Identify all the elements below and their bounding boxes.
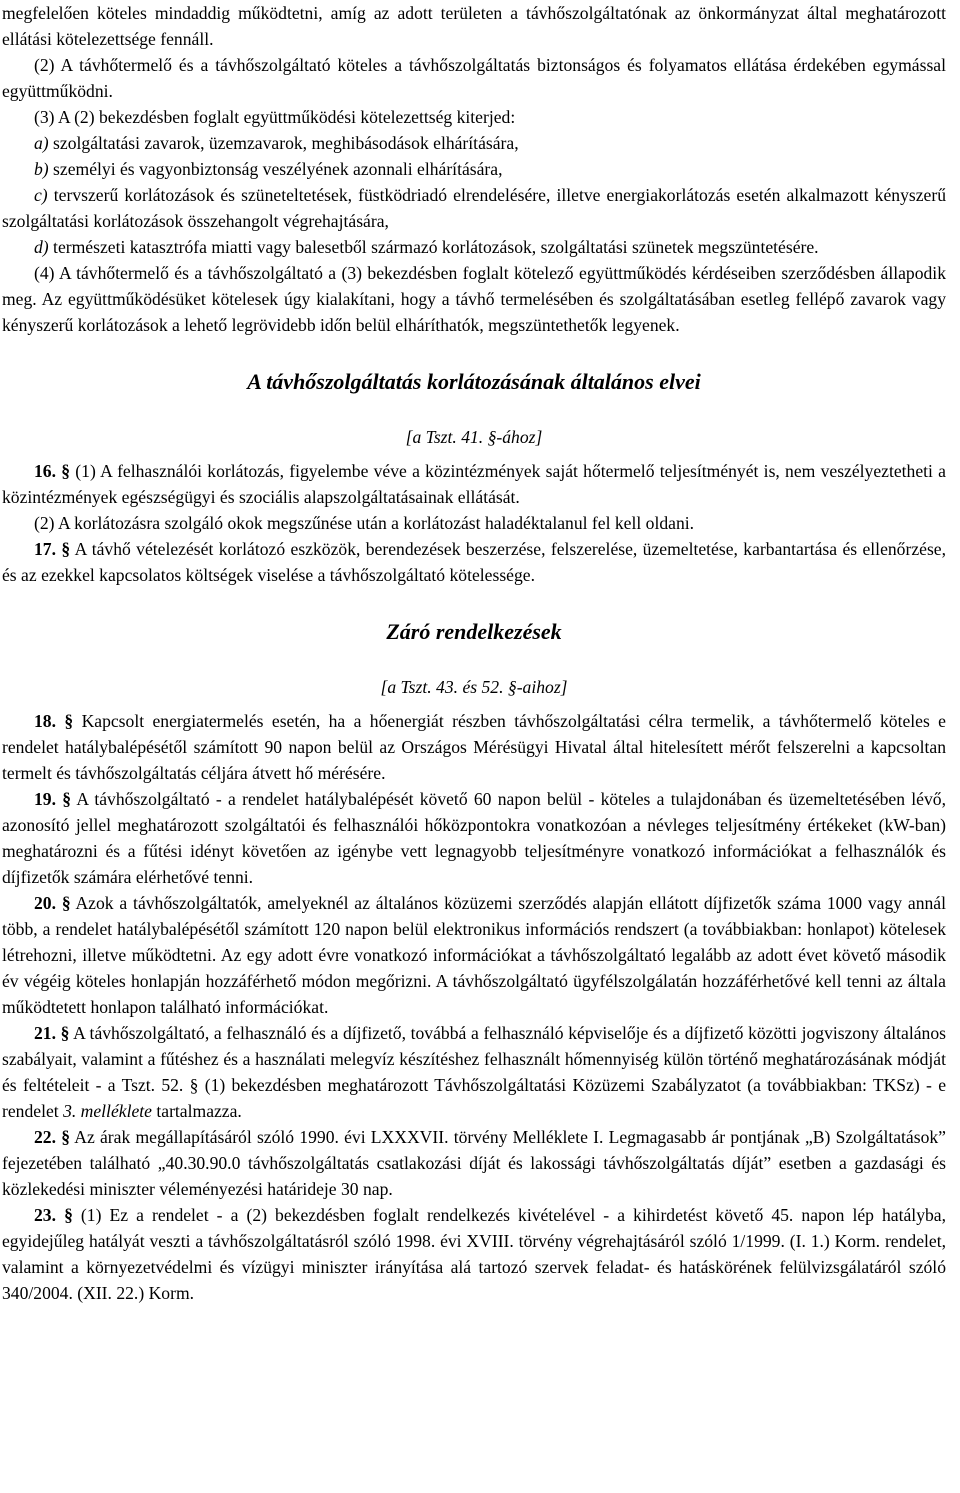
legal-reference: [a Tszt. 41. §-ához]: [405, 427, 543, 447]
section-text: Az árak megállapításáról szóló 1990. évi LXXXVII. törvény Melléklete I. Legmagasabb ár pontjának „B) Szolgáltatások” fejezetében található „40.30.90.0 távhőszolgáltatás csatlakozási díját és lakossági távhőszolgáltatás díját” esetben a gazdasági és közlekedési miniszter véleményezési határideje 30 nap.: [2, 1127, 946, 1199]
section-19: [2, 786, 946, 890]
list-marker: a): [34, 133, 49, 153]
section-text: (1) A felhasználói korlátozás, figyelembe véve a közintézmények saját hőtermelő teljesítményét is, nem veszélyeztetheti a közintézmények egészségügyi és szociális alapszolgáltatásainak ellátását.: [2, 461, 946, 507]
list-text: szolgáltatási zavarok, üzemzavarok, meghibásodások elhárítására,: [48, 133, 519, 153]
section-text: Azok a távhőszolgáltatók, amelyeknél az általános közüzemi szerződés alapján ellátott díjfizetők száma 1000 vagy annál több, a rendelet hatálybalépésétől számított 120 napon belül elektronikus információs rendszert (a továbbiakban: honlapot) kötelesek létrehozni, illetve működtetni. Az egy adott évre vonatkozó információkat a távhőszolgáltató legalább az adott évet követő második év végéig köteles honlapján hozzáférhető módon megőrizni. A távhőszolgáltató ügyfélszolgálatán hozzáférhetővé kell tenni az általa működtetett honlapon található információkat.: [2, 893, 946, 1017]
paragraph-symbol: §: [64, 1205, 73, 1225]
section-number: 21.: [34, 1023, 56, 1043]
section-16-2: [2, 510, 946, 536]
section-text-end: tartalmazza.: [151, 1101, 242, 1121]
section-text: Kapcsolt energiatermelés esetén, ha a hőenergiát részben távhőszolgáltatási célra termelik, a távhőtermelő köteles e rendelet hatálybalépésétől számított 90 napon belül az Országos Mérésügyi Hivatal által hitelesített mérőt felszerelni a kapcsoltan termelt és távhőszolgáltatás céljára átvett hő mérésére.: [2, 711, 946, 783]
section-20: [2, 890, 946, 1020]
list-marker: c): [34, 185, 48, 205]
section-number: 22.: [34, 1127, 56, 1147]
annex-reference: 3. melléklete: [63, 1101, 152, 1121]
paragraph-continuation: megfelelően köteles mindaddig működtetni, amíg az adott területen a távhőszolgáltatónak az önkormányzat által meghatározott ellátási kötelezettsége fennáll.: [2, 3, 946, 49]
list-text: személyi és vagyonbiztonság veszélyének azonnali elhárítására,: [48, 159, 503, 179]
paragraph-3: (3) A (2) bekezdésben foglalt együttműködési kötelezettség kiterjed:: [34, 107, 516, 127]
list-text: tervszerű korlátozások és szüneteltetések, füstködriadó elrendelésére, illetve energiakorlátozás esetén alkalmazott kényszerű szolgáltatási korlátozások összehangolt végrehajtására,: [2, 185, 946, 231]
section-heading-restrictions: A távhőszolgáltatás korlátozásának általános elvei: [247, 369, 701, 394]
section-heading-closing: Záró rendelkezések: [386, 619, 562, 644]
section-text: (2) A korlátozásra szolgáló okok megszűnése után a korlátozást haladéktalanul fel kell oldani.: [34, 513, 695, 533]
section-number: 17.: [34, 539, 56, 559]
paragraph-symbol: §: [61, 461, 71, 481]
section-number: 16.: [34, 461, 56, 481]
paragraph-2: (2) A távhőtermelő és a távhőszolgáltató köteles a távhőszolgáltatás biztonságos és folyamatos ellátása érdekében egymással együttműködni.: [2, 55, 946, 101]
list-marker: d): [34, 237, 49, 257]
paragraph-symbol: §: [61, 539, 71, 559]
paragraph-symbol: §: [60, 1023, 70, 1043]
section-text: A távhőszolgáltató - a rendelet hatálybalépését követő 60 napon belül - köteles a tulajdonában és üzemeltetésében lévő, azonosító jellel meghatározott szolgáltatói és felhasználói hőközpontokra vonatkozóan a névleges teljesítmény értékeket (kW-ban) meghatározni és a fűtési idényt követően az igénybe vett legnagyobb teljesítményre vonatkozó információkat a felhasználók és díjfizetők számára elérhetővé tenni.: [2, 789, 946, 887]
list-item-b: [2, 156, 946, 182]
section-text: A távhőszolgáltató, a felhasználó és a díjfizető, továbbá a felhasználó képviselője és a díjfizető közötti jogviszony általános szabályait, valamint a fűtéshez és a használati melegvíz készítéshez felhasznált hőmennyiség külön történő meghatározásának módját és feltételeit - a Tszt. 52. § (1) bekezdésben meghatározott Távhőszolgáltatási Közüzemi Szabályzatot (a továbbiakban: TKSz) - e rendelet: [2, 1023, 947, 1121]
list-item-c: [2, 182, 946, 234]
list-item-d: [2, 234, 946, 260]
section-17: [2, 536, 946, 588]
section-22: [2, 1124, 946, 1202]
section-21: [2, 1020, 946, 1124]
section-number: 23.: [34, 1205, 56, 1225]
list-text: természeti katasztrófa miatti vagy balesetből származó korlátozások, szolgáltatási szünetek megszüntetésére.: [48, 237, 819, 257]
section-18: [2, 708, 946, 786]
section-text: (1) Ez a rendelet - a (2) bekezdésben foglalt rendelkezés kivételével - a kihirdetést követő 45. napon lép hatályba, egyidejűleg hatályát veszti a távhőszolgáltatásról szóló 1998. évi XVIII. törvény végrehajtásáról szóló 1/1999. (I. 1.) Korm. rendelet, valamint a környezetvédelmi és vízügyi miniszter irányítása alá tartozó szervek feladat- és hatáskörének felülvizsgálatáról szóló 340/2004. (XII. 22.) Korm.: [2, 1205, 946, 1303]
section-number: 20.: [34, 893, 56, 913]
section-number: 19.: [34, 789, 56, 809]
list-marker: b): [34, 159, 49, 179]
paragraph-symbol: §: [61, 1127, 71, 1147]
section-16: [2, 458, 946, 510]
section-23: [2, 1202, 946, 1306]
section-number: 18.: [34, 711, 56, 731]
paragraph-symbol: §: [62, 789, 72, 809]
section-text: A távhő vételezését korlátozó eszközök, berendezések beszerzése, felszerelése, üzemeltetése, karbantartása és ellenőrzése, és az ezekkel kapcsolatos költségek viselése a távhőszolgáltató kötelessége.: [2, 539, 947, 585]
paragraph-symbol: §: [64, 711, 74, 731]
legal-reference: [a Tszt. 43. és 52. §-aihoz]: [380, 677, 568, 697]
list-item-a: [2, 130, 946, 156]
paragraph-4: (4) A távhőtermelő és a távhőszolgáltató a (3) bekezdésben foglalt kötelező együttműködés kérdéseiben szerződésben állapodik meg. Az együttműködésüket kötelesek úgy kialakítani, hogy a távhő termelésében és szolgáltatásában esetleg fellépő zavarok vagy kényszerű korlátozások a lehető legrövidebb időn belül elháríthatók, megszüntethetők legyenek.: [2, 263, 946, 335]
paragraph-symbol: §: [61, 893, 71, 913]
